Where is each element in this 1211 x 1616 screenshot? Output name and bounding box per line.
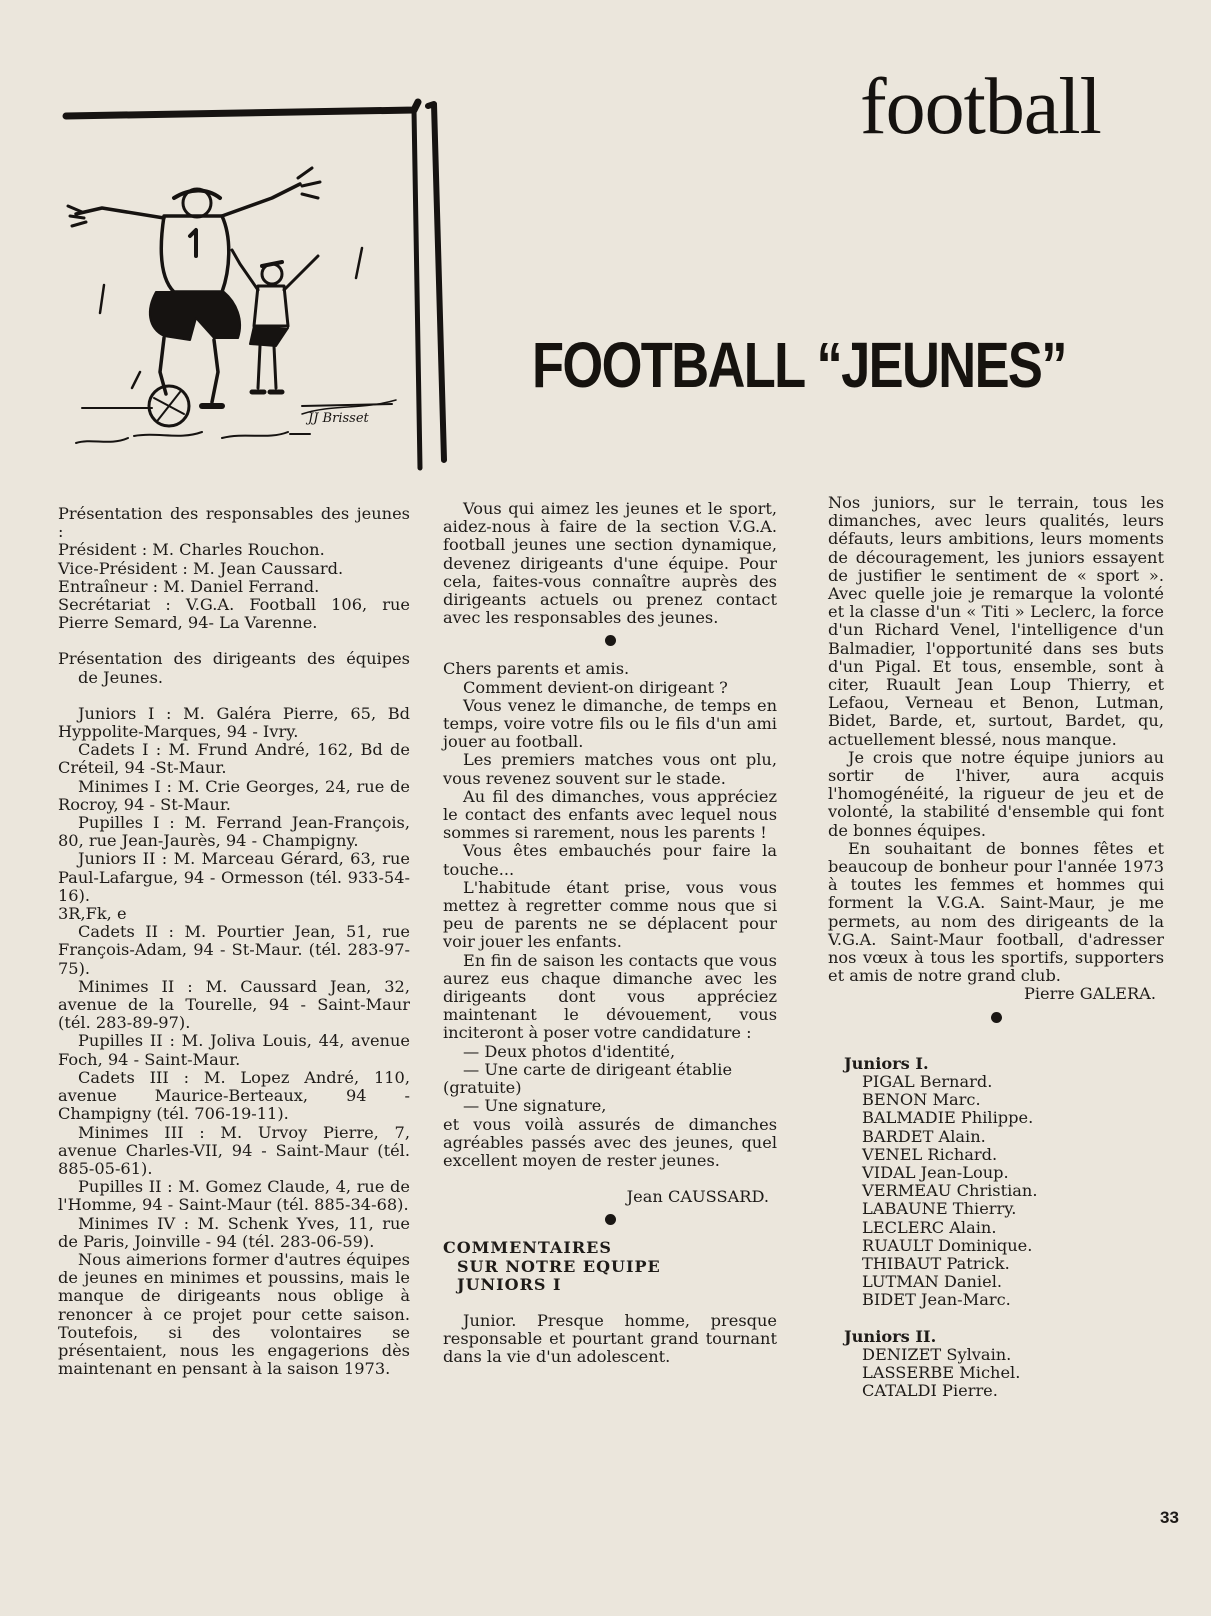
team-title: Juniors I. [844, 1053, 929, 1073]
list-item: VIDAL Jean-Loup. [862, 1162, 1009, 1182]
leader-entry: Pupilles II : M. Joliva Louis, 44, avenue Foch, 94 - Saint-Maur. [58, 1031, 410, 1069]
leader-entry: Minimes II : M. Caussard Jean, 32, avenue de la Tourelle, 94 - Saint-Maur (tél. 283-89-97). [58, 976, 410, 1033]
list-item: LECLERC Alain. [862, 1217, 997, 1237]
column-2 [443, 500, 777, 1367]
closing-paragraph: Nous aimerions former d'autres équipes de jeunes en minimes et poussins, mais le manque de dirigeants nous oblige à renoncer à ce projet pour cette saison. Toutefois, si des volontaires se présentaient, nous les engagerions dès maintenant en pensant à la saison 1973. [58, 1249, 410, 1379]
intro-paragraph: Vous qui aimez les jeunes et le sport, aidez-nous à faire de la section V.G.A. football jeunes une section dynamique, devenez dirigeants d'une équipe. Pour cela, faites-vous connaître auprès des dirigeants actuels ou prenez contact avec les responsables des jeunes. [443, 499, 777, 628]
paragraph: L'habitude étant prise, vous vous mettez à regretter comme nous que si peu de parents ne se déplacent pour voir jouer les enfants. [443, 877, 777, 952]
list-item: VENEL Richard. [862, 1144, 998, 1164]
artist-signature: JJ Brisset [308, 411, 369, 426]
list-item: RUAULT Dominique. [862, 1235, 1033, 1255]
leaders-intro: Présentation des responsables des jeunes : [58, 504, 410, 542]
leader-entry: Cadets II : M. Pourtier Jean, 51, rue François-Adam, 94 - St-Maur. (tél. 283-97-75). [58, 922, 410, 978]
paragraph: Nos juniors, sur le terrain, tous les dimanches, avec leurs qualités, leurs défauts, leurs ambitions, leurs moments de découragement, les juniors essayent de justifier le sentiment de « sport ». Avec quelle joie je remarque la volonté et la classe d'un « Titi » Leclerc, la force d'un Richard Venel, l'intelligence d'un Balmadier, l'opportunité dans ses buts d'un Pigal. Et tous, ensemble, sont à citer, Ruault Jean Loup Thierry, et Lefaou, Verneau et Benon, Lutman, Bidet, Barde, et, surtout, Bardet, qu, actuellement blessé, nous manque. [828, 493, 1164, 749]
salutation: Chers parents et amis. [443, 659, 630, 679]
leader-entry: Cadets III : M. Lopez André, 110, avenue Maurice-Berteaux, 94 - Champigny (tél. 706-19-11). [58, 1067, 410, 1124]
requirement-item: — Une signature, [463, 1096, 607, 1116]
leader-entry: Minimes III : M. Urvoy Pierre, 7, avenue Charles-VII, 94 - Saint-Maur (tél. 885-05-61). [58, 1122, 410, 1178]
list-item: BALMADIE Philippe. [862, 1108, 1034, 1128]
section-heading: SUR NOTRE EQUIPE [457, 1256, 661, 1276]
leader-entry: Juniors II : M. Marceau Gérard, 63, rue Paul-Lafargue, 94 - Ormesson (tél. 933-54-16). [58, 849, 410, 905]
stray-text: 3R,Fk, e [58, 904, 127, 924]
list-item: BIDET Jean-Marc. [862, 1290, 1011, 1310]
player-list [828, 1346, 1164, 1401]
secretariat: Secrétariat : V.G.A. Football 106, rue Pierre Semard, 94- La Varenne. [58, 595, 410, 633]
bullet-separator-icon [991, 1012, 1002, 1023]
paragraph: En souhaitant de bonnes fêtes et beaucoup de bonheur pour l'année 1973 à toutes les femmes et hommes qui forment la V.G.A. Saint-Maur, je me permets, au nom des dirigeants de la V.G.A. Saint-Maur football, d'adresser nos vœux à tous les sportifs, supporters et amis de notre grand club. [828, 838, 1164, 986]
signature: Pierre GALERA. [1023, 984, 1156, 1004]
leader-entry: Minimes I : M. Crie Georges, 24, rue de Rocroy, 94 - St-Maur. [58, 776, 410, 814]
list-item: VERMEAU Christian. [862, 1181, 1038, 1201]
paragraph: En fin de saison les contacts que vous aurez eus chaque dimanche avec les dirigeants dont vous appréciez maintenant le dévouement, vous inciteront à poser votre candidature : [443, 950, 777, 1043]
section-title: football [860, 63, 1101, 151]
signature: Jean CAUSSARD. [626, 1187, 769, 1207]
page-number: 33 [1160, 1508, 1179, 1527]
list-item: PIGAL Bernard. [862, 1071, 993, 1091]
list-item: DENIZET Sylvain. [862, 1344, 1012, 1364]
paragraph: Vous venez le dimanche, de temps en temps, voire votre fils ou le fils d'un ami jouer au football. [443, 695, 777, 752]
conclusion: et vous voilà assurés de dimanches agréables passés avec des jeunes, quel excellent moyen de rester jeunes. [443, 1114, 777, 1170]
trainer: Entraîneur : M. Daniel Ferrand. [58, 576, 320, 596]
section-heading: COMMENTAIRES [443, 1238, 612, 1258]
section-heading: JUNIORS I [457, 1274, 562, 1294]
column-3 [828, 494, 1164, 1400]
comment-text: Junior. Presque homme, presque responsable et pourtant grand tournant dans la vie d'un adolescent. [443, 1310, 777, 1367]
article-title: FOOTBALL “JEUNES” [532, 329, 1066, 401]
leader-entry: Pupilles I : M. Ferrand Jean-François, 80, rue Jean-Jaurès, 94 - Champigny. [58, 813, 410, 851]
leader-entry: Juniors I : M. Galéra Pierre, 65, Bd Hyppolite-Marques, 94 - Ivry. [58, 703, 410, 742]
goalkeeper-drawing-icon [62, 88, 472, 483]
player-list [828, 1073, 1164, 1310]
list-item: LUTMAN Daniel. [862, 1272, 1003, 1292]
list-item: THIBAUT Patrick. [862, 1253, 1010, 1273]
paragraph: Je crois que notre équipe juniors au sortir de l'hiver, aura acquis l'homogénéité, la rigueur de jeu et de volonté, la stabilité d'ensemble qui font de bonnes équipes. [828, 747, 1164, 840]
leader-entry: Cadets I : M. Frund André, 162, Bd de Créteil, 94 -St-Maur. [58, 740, 410, 778]
leader-entry: Minimes IV : M. Schenk Yves, 11, rue de Paris, Joinville - 94 (tél. 283-06-59). [58, 1213, 410, 1251]
requirement-item: — Deux photos d'identité, [463, 1041, 676, 1061]
list-item: CATALDI Pierre. [862, 1381, 998, 1401]
vice-president: Vice-Président : M. Jean Caussard. [58, 558, 344, 578]
paragraph: Les premiers matches vous ont plu, vous revenez souvent sur le stade. [443, 750, 777, 788]
leader-entry: Pupilles II : M. Gomez Claude, 4, rue de l'Homme, 94 - Saint-Maur (tél. 885-34-68). [58, 1177, 410, 1215]
requirement-item: — Une carte de dirigeant établie (gratuite) [443, 1059, 733, 1098]
team-title: Juniors II. [844, 1326, 937, 1346]
paragraph: Vous êtes embauchés pour faire la touche... [443, 841, 777, 879]
bullet-separator-icon [605, 635, 616, 646]
list-item: LABAUNE Thierry. [862, 1199, 1017, 1219]
paragraph: Au fil des dimanches, vous appréciez le contact des enfants avec lequel nous sommes si rarement, nous les parents ! [443, 786, 777, 843]
list-item: LASSERBE Michel. [862, 1362, 1021, 1382]
paragraph: Comment devient-on dirigeant ? [463, 677, 728, 697]
president: Président : M. Charles Rouchon. [58, 540, 325, 560]
column-1 [58, 505, 410, 1378]
list-item: BENON Marc. [862, 1090, 981, 1110]
teams-intro: Présentation des dirigeants des équipes de Jeunes. [58, 649, 410, 687]
bullet-separator-icon [605, 1214, 616, 1225]
list-item: BARDET Alain. [862, 1126, 986, 1146]
